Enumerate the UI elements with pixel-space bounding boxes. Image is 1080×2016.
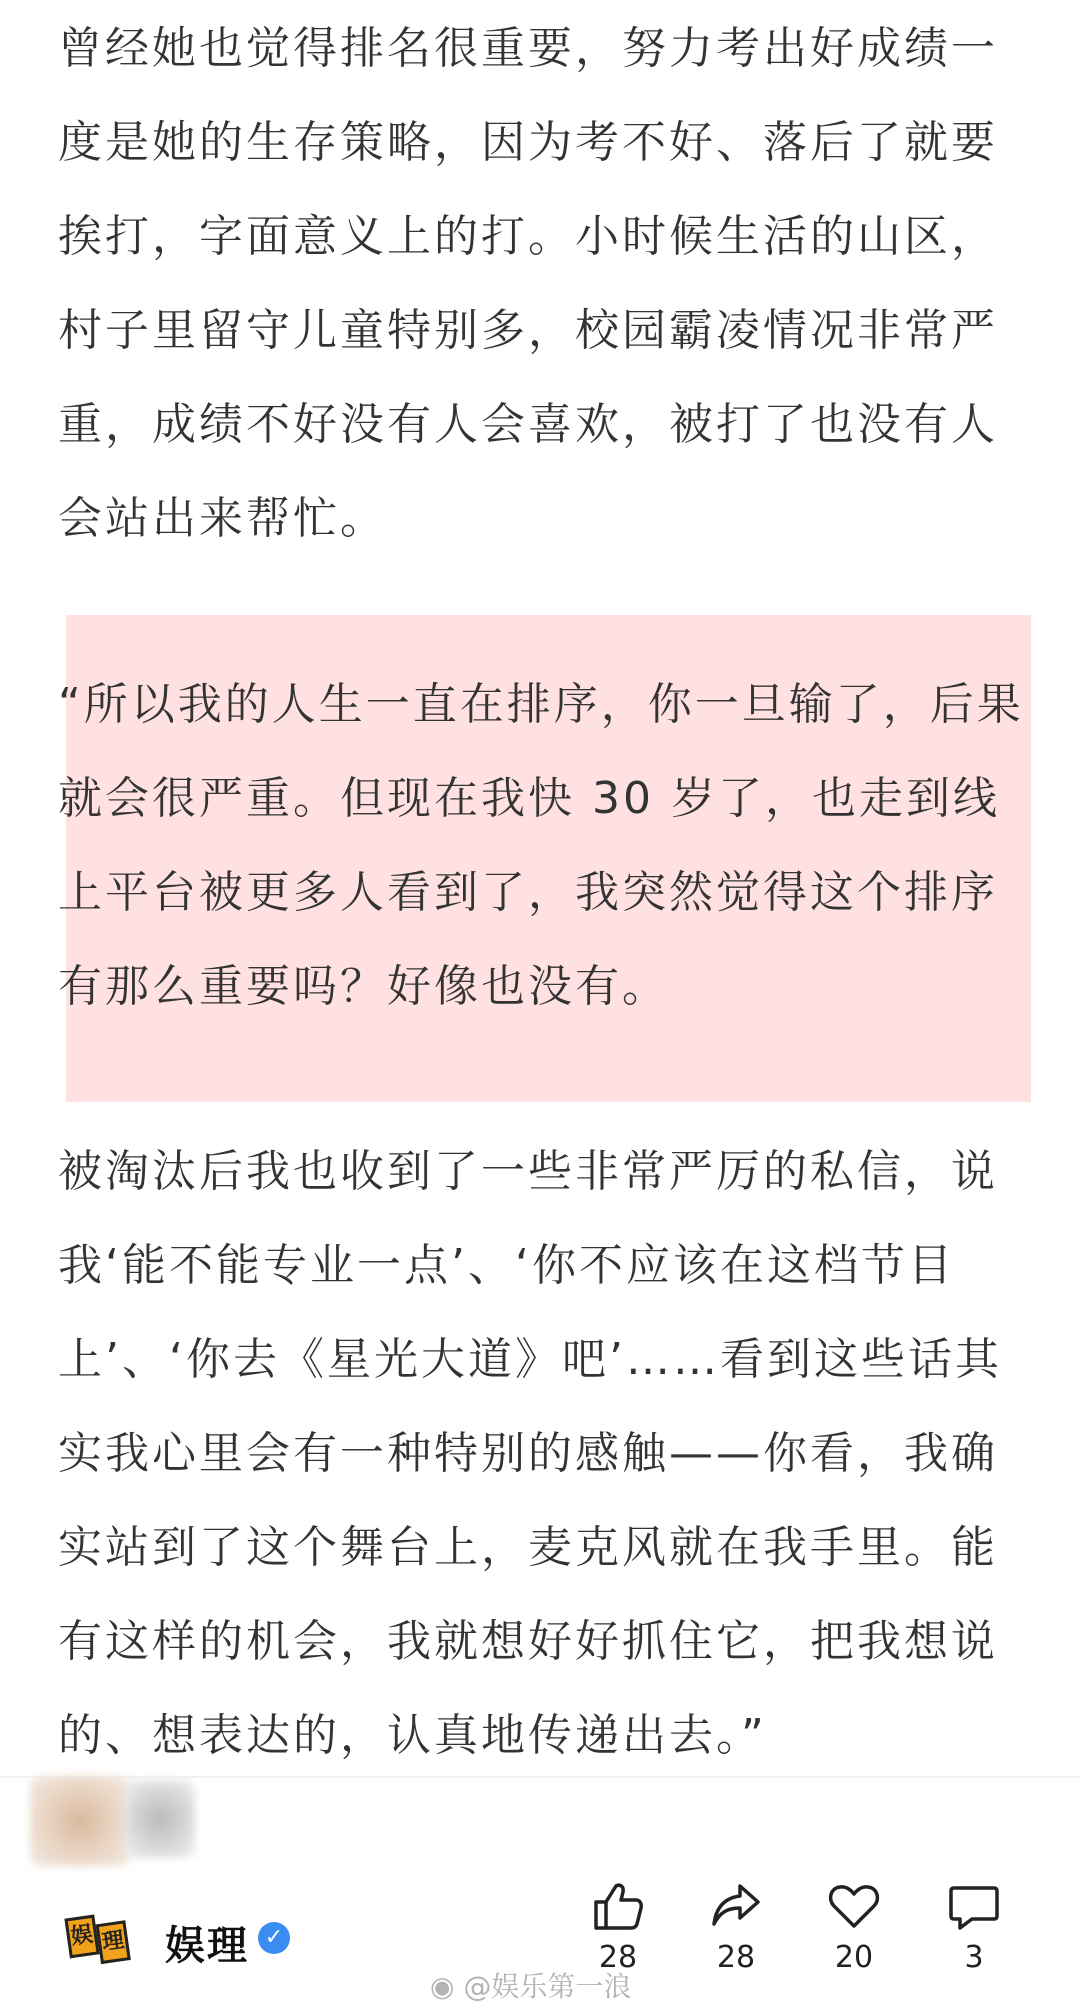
quote-paragraph: “所以我的人生一直在排序，你一旦输了，后果就会很严重。但现在我快 30 岁了，也走到线上平台被更多人看到了，我突然觉得这个排序有那么重要吗？好像也没有。 [58,679,1024,1012]
thumbs-up-icon [590,1878,646,1934]
watermark-text: @娱乐第一浪 [463,1970,632,2003]
share-arrow-icon [708,1878,764,1934]
comment-count: 3 [964,1940,984,1975]
heart-icon [826,1878,882,1934]
comment-bubble-icon [946,1878,1002,1934]
like-count: 28 [598,1940,638,1975]
watermark [430,1965,631,2005]
verified-check-icon: ✓ [258,1922,290,1954]
blurred-avatar[interactable] [30,1776,130,1866]
account-name[interactable]: 娱理 [165,1923,249,1969]
favorite-count: 20 [834,1940,874,1975]
blurred-avatar[interactable] [125,1780,195,1858]
account-logo[interactable] [64,1906,136,1978]
share-button[interactable] [691,1878,781,1975]
logo-tile: 娱 [64,1915,99,1959]
share-count: 28 [716,1940,756,1975]
divider [0,1776,1080,1778]
comment-button[interactable] [929,1878,1019,1975]
like-button[interactable] [573,1878,663,1975]
article-paragraph: 曾经她也觉得排名很重要，努力考出好成绩一度是她的生存策略，因为考不好、落后了就要挨打，字面意义上的打。小时候生活的山区，村子里留守儿童特别多，校园霸凌情况非常严重，成绩不好没有人会喜欢，被打了也没有人会站出来帮忙。 [58,23,998,544]
weibo-icon: ◉ [430,1970,455,2003]
logo-tile: 理 [96,1920,131,1964]
favorite-button[interactable] [809,1878,899,1975]
article-paragraph: 被淘汰后我也收到了一些非常严厉的私信，说我‘能不能专业一点’、‘你不应该在这档节目上’、‘你去《星光大道》吧’……看到这些话其实我心里会有一种特别的感触——你看，我确实站到了这个舞台上，麦克风就在我手里。能有这样的机会，我就想好好抓住它，把我想说的、想表达的，认真地传递出去。” [58,1146,1002,1761]
